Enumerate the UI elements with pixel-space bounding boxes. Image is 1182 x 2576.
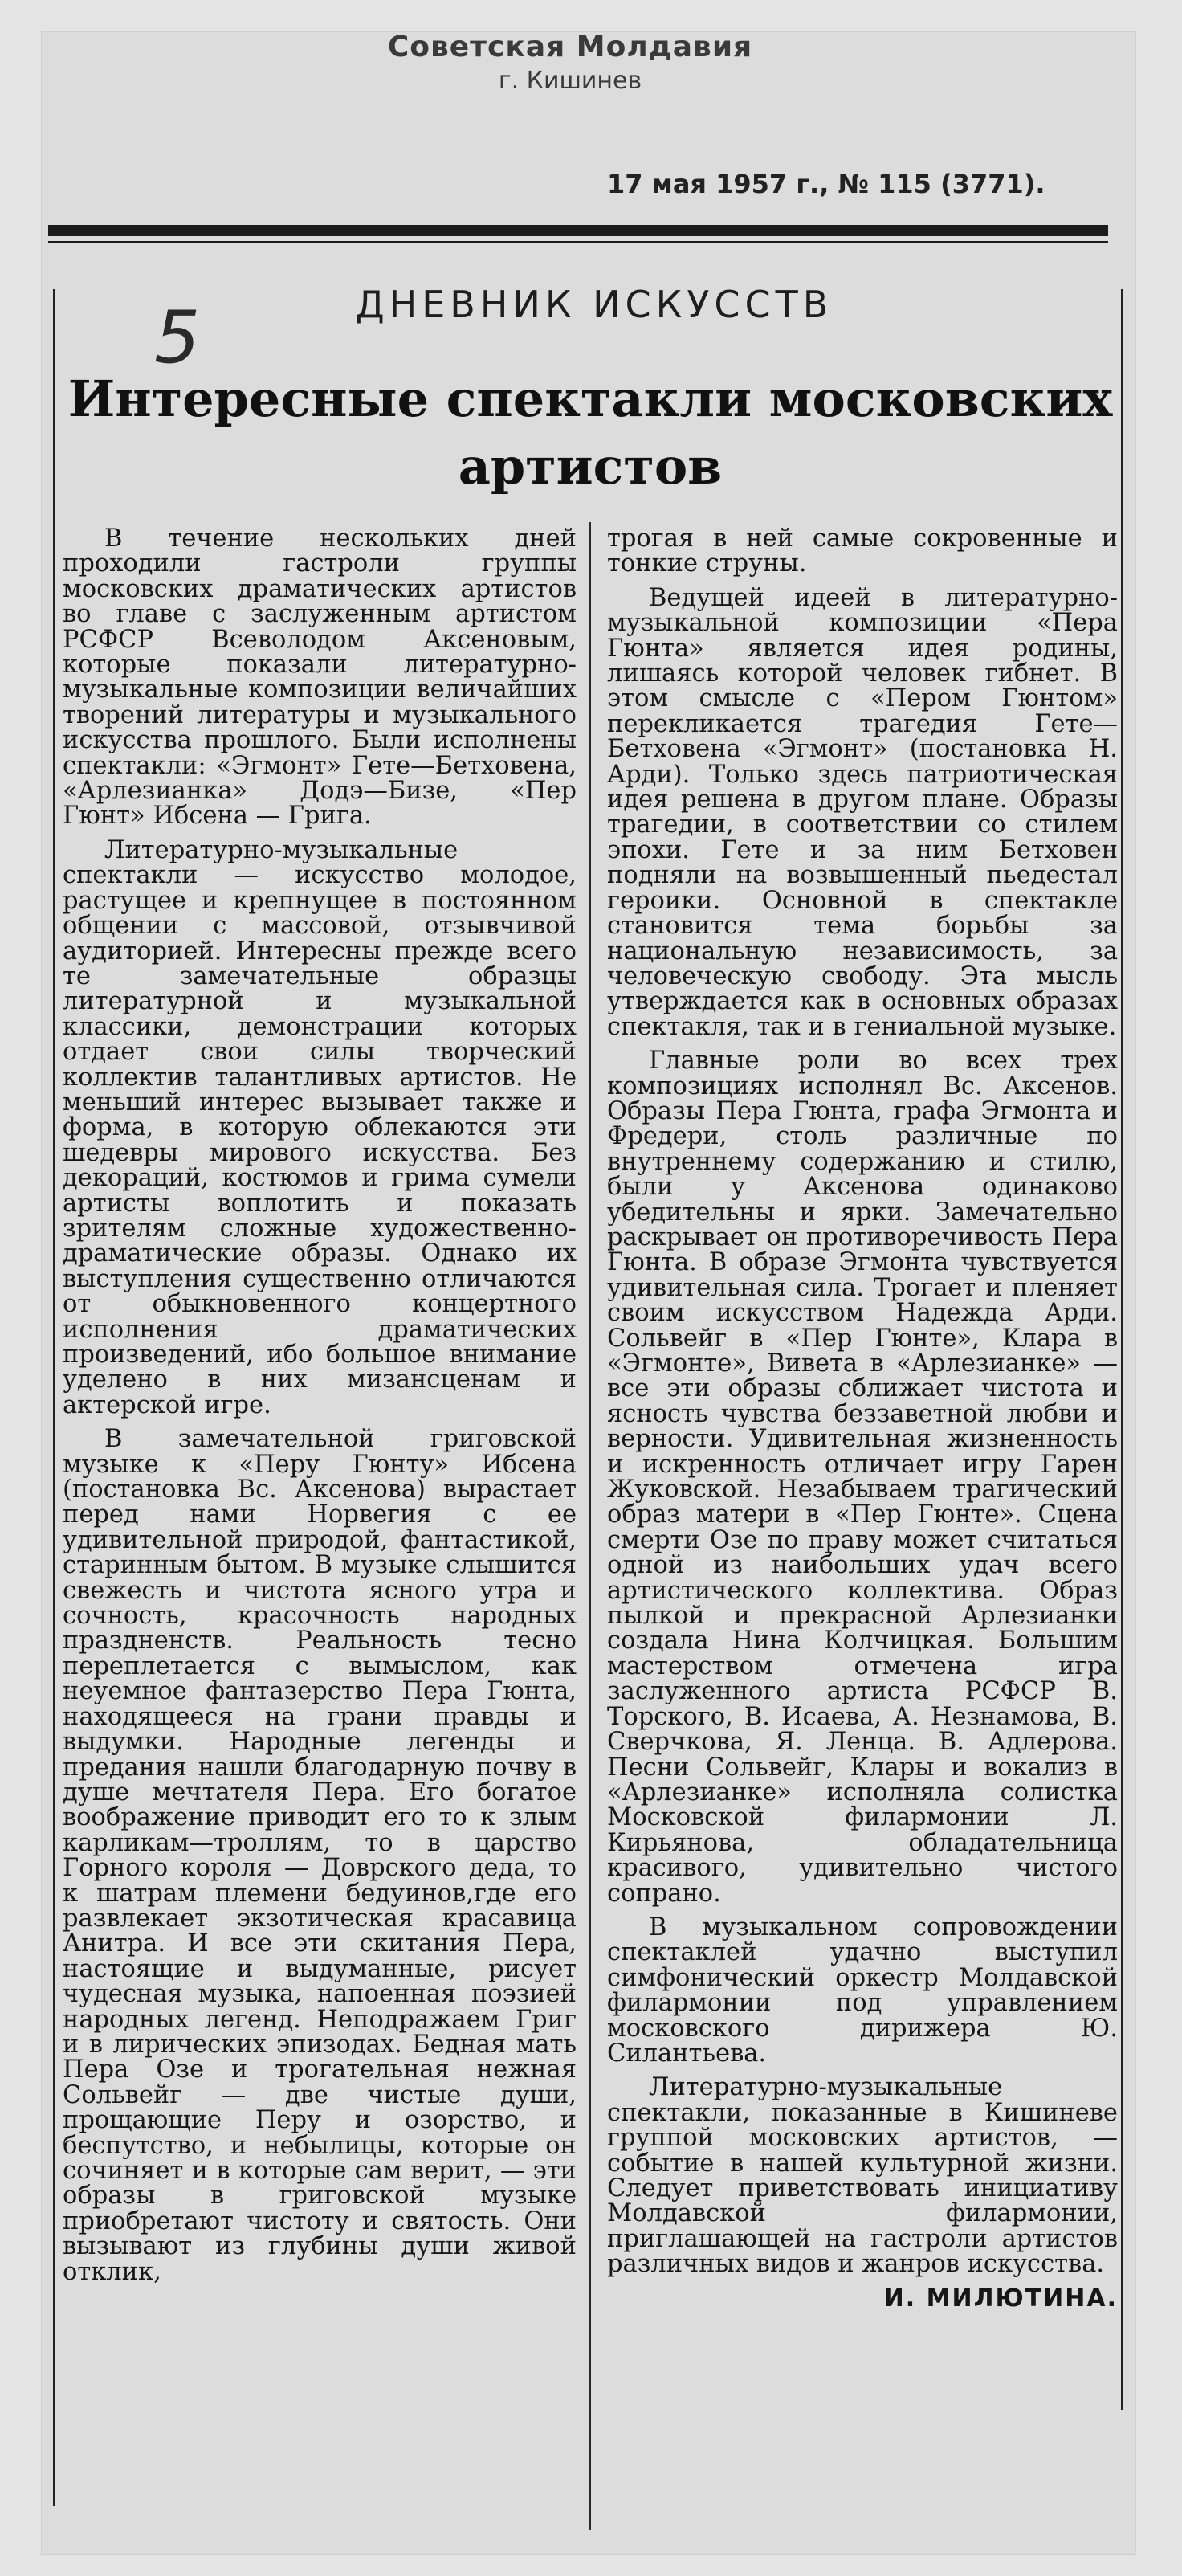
newspaper-name: Советская Молдавия <box>387 31 753 63</box>
author-signature: И. МИЛЮТИНА. <box>883 2284 1118 2313</box>
frame-left-line <box>53 289 55 2506</box>
section-rubric: ДНЕВНИК ИСКУССТВ <box>355 283 834 326</box>
paragraph: В течение нескольких дней проходили гастроли группы московских драматических артистов во главе с заслуженным артистом РСФСР Всеволодом Аксеновым, которые показали литературно-музыкальные композиции величайших творений литературы и музыкального искусства прошлого. Были исполнены спектакли: «Эгмонт» Гете—Бетховена, «Арлезианка» Додэ—Бизе, «Пер Гюнт» Ибсена — Грига. <box>63 525 577 831</box>
paragraph: Ведущей идеей в литературно-музыкальной композиции «Пера Гюнта» является идея родины, лишаясь которой человек гибнет. В этом смысле с «Пером Гюнтом» перекликается трагедия Гете—Бетховена «Эгмонт» (постановка Н. Арди). Только здесь патриотическая идея решена в другом плане. Образы трагедии, в соответствии со стилем эпохи. Гете и за ним Бетховен подняли на возвышенный пьедестал героики. Основной в спектакле становится тема борьбы за национальную независимость, за человеческую свободу. Эта мысль утверждается как в основных образах спектакля, так и в гениальной музыке. <box>607 583 1118 1041</box>
article-column-left <box>63 526 577 2293</box>
paragraph: В музыкальном сопровождении спектаклей удачно выступил симфонический оркестр Молдавской филармонии под управлением московского дирижера Ю. Силантьева. <box>607 1913 1118 2068</box>
column-divider <box>589 522 591 2530</box>
paragraph: трогая в ней самые сокровенные и тонкие струны. <box>607 525 1118 578</box>
handwritten-number: 5 <box>154 296 201 380</box>
masthead-stamp <box>321 31 819 95</box>
divider-thick <box>48 225 1108 236</box>
city-name: г. Кишинев <box>498 67 642 95</box>
article-headline: Интересные спектакли московских артистов <box>67 369 1113 496</box>
issue-date: 17 мая 1957 г., № 115 (3771). <box>607 169 1045 199</box>
divider-thin <box>48 241 1108 243</box>
paragraph: Литературно-музыкальные спектакли, показанные в Кишиневе группой московских артистов, — событие в нашей культурной жизни. Следует приветствовать инициативу Молдавской филармонии, приглашающей на гастроли артистов различных видов и жанров искусства. <box>607 2073 1118 2279</box>
paragraph: Литературно-музыкальные спектакли — искусство молодое, растущее и крепнущее в постоянном общении с массовой, отзывчивой аудиторией. Интересны прежде всего те замечательные образцы литературной и музыкальной классики, демонстрации которых отдает свои силы творческий коллектив талантливых артистов. Не меньший интерес вызывает также и форма, в которую облекаются эти шедевры мирового искусства. Без декораций, костюмов и грима сумели артисты воплотить и показать зрителям сложные художественно-драматические образы. Однако их выступления существенно отличаются от обыкновенного концертного исполнения драматических произведений, ибо большое внимание уделено в них мизансценам и актерской игре. <box>63 835 577 1419</box>
paragraph: В замечательной григовской музыке к «Перу Гюнту» Ибсена (постановка Вс. Аксенова) вырастает перед нами Норвегия с ее удивительной природой, фантастикой, старинным бытом. В музыке слышится свежесть и чистота ясного утра и сочность, красочность народных праздненств. Реальность тесно переплетается с вымыслом, как неуемное фантазерство Пера Гюнта, находящееся на грани правды и выдумки. Народные легенды и предания нашли благодарную почву в душе мечтателя Пера. Его богатое воображение приводит его то к злым карликам—троллям, то в царство Горного короля — Доврского деда, то к шатрам племени бедуинов,где его развлекает экзотическая красавица Анитра. И все эти скитания Пера, настоящие и выдуманные, рисует чудесная музыка, напоенная поэзией народных легенд. Неподражаем Григ и в лирических эпизодах. Бедная мать Пера Озе и трогательная нежная Сольвейг — две чистые души, прощающие Перу и озорство, и беспутство, и небылицы, которые он сочиняет и в которые сам верит, — эти образы в григовской музыке приобретают чистоту и святость. Они вызывают из глубины души живой отклик, <box>63 1425 577 2286</box>
frame-right-line <box>1121 289 1123 2410</box>
paragraph: Главные роли во всех трех композициях исполнял Вс. Аксенов. Образы Пера Гюнта, графа Эгмонта и Фредери, столь различные по внутреннему содержанию и стилю, были у Аксенова одинаково убедительны и ярки. Замечательно раскрывает он противоречивость Пера Гюнта. В образе Эгмонта чувствуется удивительная сила. Трогает и пленяет своим искусством Надежда Арди. Сольвейг в «Пер Гюнте», Клара в «Эгмонте», Вивета в «Арлезианке» — все эти образы сближает чистота и ясность чувства беззаветной любви и верности. Удивительная жизненность и искренность отличает игру Гарен Жуковской. Незабываем трагический образ матери в «Пер Гюнте». Сцена смерти Озе по праву может считаться одной из наибольших удач всего артистического коллектива. Образ пылкой и прекрасной Арлезианки создала Нина Колчицкая. Большим мастерством отмечена игра заслуженного артиста РСФСР В. Торского, В. Исаева, А. Незнамова, В. Сверчкова, Я. Ленца. В. Адлерова. Песни Сольвейг, Клары и вокализ в «Арлезианке» исполняла солистка Московской филармонии Л. Кирьянова, обладательница красивого, удивительно чистого сопрано. <box>607 1047 1118 1908</box>
article-column-right <box>607 526 1118 2320</box>
